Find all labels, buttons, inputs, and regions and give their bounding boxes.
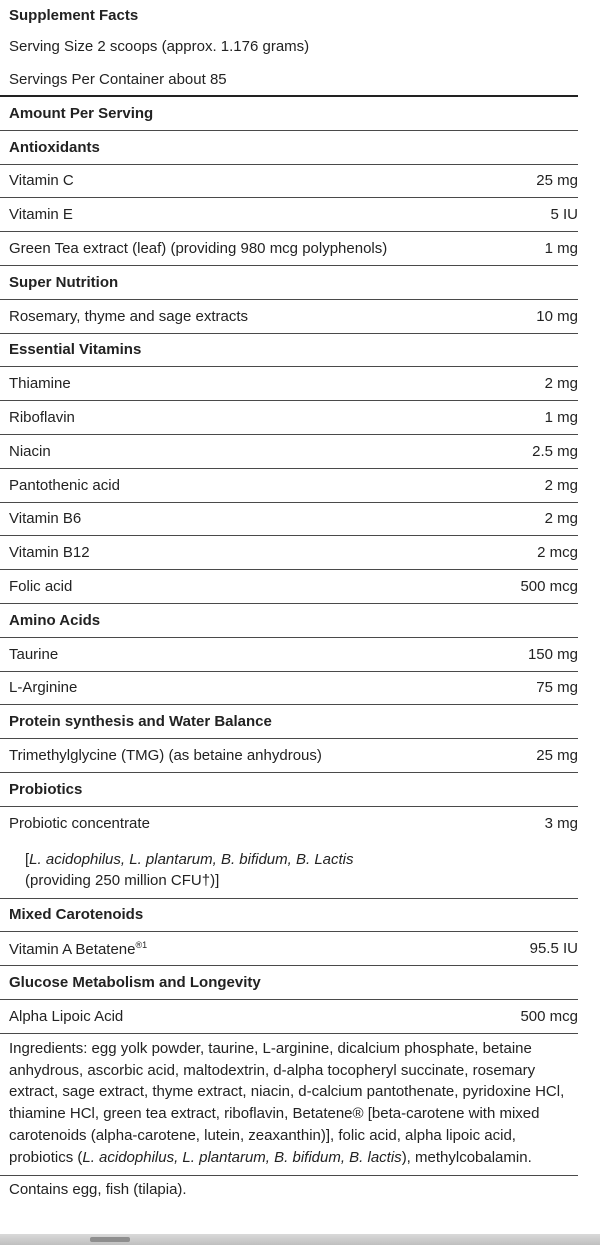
nutrient-amount: 150 mg: [527, 645, 578, 663]
nutrient-row: [0, 536, 578, 570]
section-protein-synthesis: [0, 705, 578, 739]
amount-per-serving-text: Amount Per Serving: [9, 104, 154, 122]
nutrient-name: Folic acid: [9, 578, 73, 596]
amount-per-serving-header: [0, 97, 578, 131]
section-label: Protein synthesis and Water Balance: [9, 713, 272, 731]
nutrient-amount: 2 mg: [544, 375, 578, 393]
nutrient-name: Niacin: [9, 442, 51, 460]
section-label: Antioxidants: [9, 138, 100, 156]
nutrient-amount: 2.5 mg: [532, 442, 578, 460]
nutrient-amount: 500 mcg: [520, 578, 578, 596]
section-label: Glucose Metabolism and Longevity: [9, 974, 261, 992]
nutrient-name: Probiotic concentrate: [9, 815, 150, 833]
nutrient-row: [0, 570, 578, 604]
section-amino-acids: [0, 604, 578, 638]
section-label: Essential Vitamins: [9, 341, 142, 359]
nutrient-name: Taurine: [9, 645, 59, 663]
trademark-superscript: ®1: [135, 939, 148, 950]
section-label: Super Nutrition: [9, 273, 119, 291]
panel-title: [0, 0, 578, 30]
section-mixed-carotenoids: [0, 899, 578, 933]
nutrient-name: Green Tea extract (leaf) (providing 980 mcg polyphenols): [9, 240, 388, 258]
note-line-2: (providing 250 million CFU†)]: [25, 871, 220, 889]
nutrient-name: Vitamin C: [9, 172, 74, 190]
scrollbar-thumb[interactable]: [90, 1237, 130, 1242]
nutrient-row: [0, 932, 578, 966]
nutrient-row: [0, 469, 578, 503]
nutrient-name: Thiamine: [9, 375, 71, 393]
nutrient-amount: 75 mg: [536, 679, 578, 697]
section-label: Probiotics: [9, 780, 83, 798]
allergen-statement: [0, 1176, 578, 1206]
nutrient-row: [0, 1000, 578, 1034]
nutrient-name: Pantothenic acid: [9, 476, 120, 494]
section-super-nutrition: [0, 266, 578, 300]
nutrient-name-text: Vitamin A Betatene: [9, 940, 136, 958]
nutrient-amount: 500 mcg: [520, 1007, 578, 1025]
nutrient-row: [0, 367, 578, 401]
section-antioxidants: [0, 131, 578, 165]
section-glucose-metabolism: [0, 966, 578, 1000]
ingredients-text-end: ), methylcobalamin.: [401, 1148, 532, 1166]
nutrient-name: Riboflavin: [9, 409, 75, 427]
nutrient-name: Trimethylglycine (TMG) (as betaine anhydrous): [9, 747, 322, 765]
section-label: Mixed Carotenoids: [9, 906, 144, 924]
nutrient-amount: 25 mg: [536, 747, 578, 765]
section-essential-vitamins: [0, 334, 578, 368]
nutrient-row: [0, 739, 578, 773]
nutrient-amount: 25 mg: [536, 172, 578, 190]
nutrient-row: [0, 638, 578, 672]
nutrient-name: Rosemary, thyme and sage extracts: [9, 307, 248, 325]
servings-per-container-text: Servings Per Container about 85: [9, 70, 227, 88]
nutrient-amount: 2 mcg: [537, 544, 578, 562]
nutrient-row: [0, 435, 578, 469]
allergen-text: Contains egg, fish (tilapia).: [9, 1180, 187, 1198]
nutrient-row: [0, 165, 578, 199]
nutrient-name: Vitamin B6: [9, 510, 82, 528]
note-bracket: [: [25, 850, 30, 868]
nutrient-amount: 2 mg: [544, 510, 578, 528]
note-line-1: [25, 849, 578, 870]
nutrient-amount: 2 mg: [544, 476, 578, 494]
nutrient-row: [0, 401, 578, 435]
ingredients-list: [0, 1034, 578, 1176]
nutrient-row: [0, 232, 578, 266]
nutrient-amount: 1 mg: [544, 240, 578, 258]
nutrient-name: Vitamin B12: [9, 544, 90, 562]
nutrient-amount: 3 mg: [544, 815, 578, 833]
nutrient-name: Alpha Lipoic Acid: [9, 1007, 124, 1025]
servings-per-container: [0, 63, 578, 97]
nutrient-name: L-Arginine: [9, 679, 78, 697]
nutrient-amount: 5 IU: [550, 206, 578, 224]
nutrient-row: [0, 300, 578, 334]
probiotic-strains-note: [0, 841, 578, 899]
section-probiotics: [0, 773, 578, 807]
ingredients-text: Ingredients: egg yolk powder, taurine, L-arginine, dicalcium phosphate, betaine anhydrous, ascorbic acid, maltodextrin, d-alpha tocopheryl succinate, rosemary extract, sage extract, thyme extract, niacin, d-calcium pantothenate, pyridoxine HCl, thiamine HCl, green tea extract, riboflavin, Betatene® [beta-carotene with mixed carotenoids (alpha-carotene, lutein, zeaxanthin)], folic acid, alpha lipoic acid, probiotics (: [9, 1039, 565, 1166]
title-text: Supplement Facts: [9, 6, 139, 24]
nutrient-amount: 1 mg: [544, 409, 578, 427]
serving-size-text: Serving Size 2 scoops (approx. 1.176 grams): [9, 38, 310, 55]
nutrient-row: [0, 503, 578, 537]
serving-size: [0, 30, 578, 63]
nutrient-row: [0, 672, 578, 706]
section-label: Amino Acids: [9, 611, 101, 629]
note-strains: L. acidophilus, L. plantarum, B. bifidum, B. Lactis: [29, 850, 354, 868]
nutrient-row: [0, 198, 578, 232]
nutrient-amount: 95.5 IU: [529, 940, 578, 958]
nutrient-name: Vitamin E: [9, 206, 73, 224]
nutrient-row: [0, 807, 578, 841]
nutrient-amount: 10 mg: [536, 307, 578, 325]
ingredients-probiotic-strains: L. acidophilus, L. plantarum, B. bifidum, B. lactis: [82, 1148, 402, 1166]
nutrient-name: [9, 940, 147, 958]
